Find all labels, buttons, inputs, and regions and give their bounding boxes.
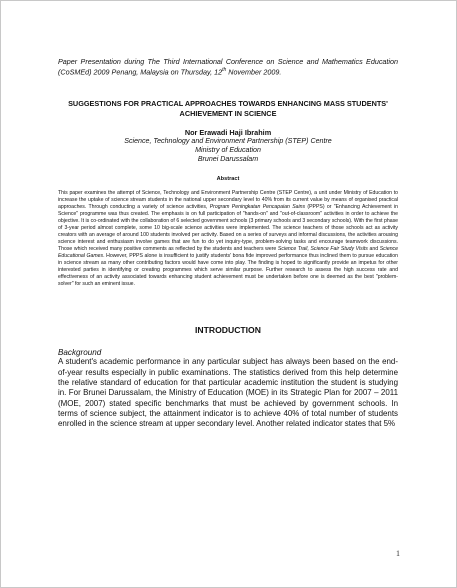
abstract-heading: Abstract xyxy=(216,175,240,182)
abstract-italic-1: Program Peningkatan Pencapaian Sains xyxy=(209,203,306,210)
abstract-text-3: and xyxy=(367,246,380,253)
background-paragraph: A student's academic performance in any particular subject has always been based on the end-of-year results especially in public examinations. The statistics derived from this help determine the relative standard of education for that particular academic institution the student is studying in. For Brunei Darussalam, the Ministry of Education (MOE) in its Strategic Plan for 2007 – 2011 (MOE, 2007) stated specific benchmarks that must be achieved by government schools. In terms of science subject, the attainment indicator is to achieve 40% of total number of students enrolled in the science stream at upper secondary level. Another related indicator states that 5% xyxy=(58,357,398,429)
abstract-text-2: (PPPS) or "Enhancing Achievement in Science" programme was thus created. The emphasis is on full participation of "hands-on" and "out-of-classroom" activities in order to achieve the objective. It is co-ordinated with the collaboration of 6 selected government schools (3 primary schools and 3 secondary schools). With the first phase of 3-year period almost complete, some 10 big-scale science activities were implemented. The science teachers of those schools act as activity creators with an average of around 100 students involved per activity. Based on a series of surveys and informal discussions, the activities arousing science interest and enthusiasm involve games that are fun to do yet inquiry-type, problem-solving tasks and encourage teamwork discussions. Those which received many positive comments as reflected by the students and teachers were xyxy=(58,203,398,253)
introduction-heading: INTRODUCTION xyxy=(195,325,261,336)
conference-note-superscript: th xyxy=(222,67,227,73)
author-ministry: Ministry of Education xyxy=(195,146,261,155)
conference-note-tail: November 2009. xyxy=(226,67,282,77)
conference-note-main: Paper Presentation during The Third International Conference on Science and Mathematics Education (CoSMEd) 2009 Penang, Malaysia on Thursday, 12 xyxy=(58,57,398,77)
page-number: 1 xyxy=(396,549,400,558)
author-name: Nor Erawadi Haji Ibrahim xyxy=(184,128,272,138)
author-country: Brunei Darussalam xyxy=(197,154,259,163)
background-subheading: Background xyxy=(58,348,102,358)
abstract-text-4: . However, PPPS alone is insufficient to justify students' bona fide improved performance thus inclined them to pursue education in science stream as many other contributing factors would have come into play. The finding is hoped to significantly provide an impetus for other interested parties in identifying or creating programmes which serve similar purpose. Further research to assess the high success rate and effectiveness of an activity associated towards enhancing student achievement must be undertaken before one is deemed as the best "problem-solver" for such an eminent issue. xyxy=(58,253,398,288)
abstract-italic-2: Science Trail, Science Fair Study Visits xyxy=(277,246,368,253)
paper-title: SUGGESTIONS FOR PRACTICAL APPROACHES TOWARDS ENHANCING MASS STUDENTS' ACHIEVEMENT IN SCIENCE xyxy=(68,99,388,118)
author-block xyxy=(58,128,398,163)
abstract-body xyxy=(58,190,398,289)
abstract-italic-3: Science Educational Games xyxy=(58,246,398,260)
author-affiliation: Science, Technology and Environment Partnership (STEP) Centre xyxy=(124,137,332,146)
abstract-text-1: This paper examines the attempt of Science, Technology and Environment Partnership Centre (STEP Centre), a unit under Ministry of Education to increase the uptake of science stream students in the national upper secondary level to 40% from its current value by means of organised practical approaches. Through conducting a variety of science activities, xyxy=(58,189,398,210)
conference-note xyxy=(58,57,398,76)
page-content xyxy=(58,57,398,430)
